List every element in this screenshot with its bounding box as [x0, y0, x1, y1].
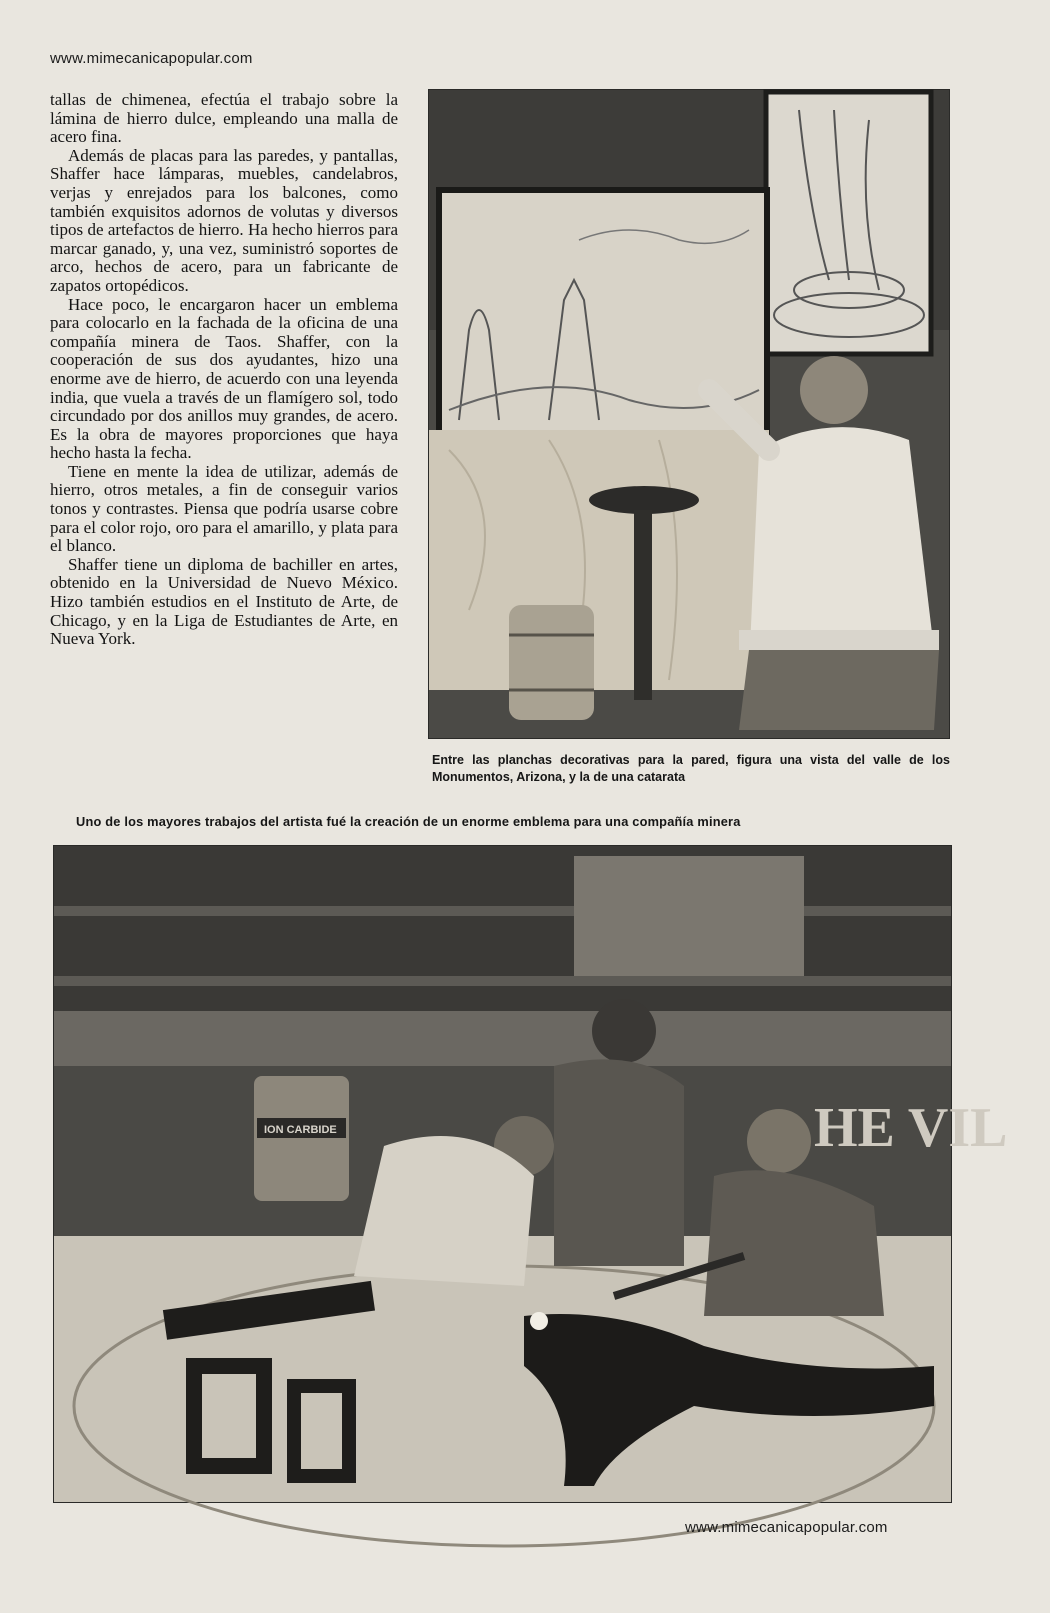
- photo-welding-emblem: [53, 845, 1008, 1503]
- paragraph-3: Hace poco, le encargaron hacer un emblema para colocarlo en la fachada de la oficina de una compañía minera de Taos. Shaffer, con la cooperación de sus dos ayudantes, hizo una enorme ave de hierro, de acuerdo con una leyenda india, que vuela a través de un flamígero sol, todo circundado por dos anillos muy grandes, de acero. Es la obra de mayores proporciones que haya hecho hasta la fecha.: [50, 294, 398, 463]
- paragraph-4: Tiene en mente la idea de utilizar, además de hierro, otros metales, a fin de conseguir varios tonos y contrastes. Piensa que podría usarse cobre para el color rojo, oro para el amarillo, y plata para el blanco.: [50, 461, 398, 556]
- drum-label: ION CARBIDE: [264, 1124, 337, 1136]
- paragraph-2: Además de placas para las paredes, y pantallas, Shaffer hace lámparas, muebles, candelabros, verjas y enrejados para los balcones, como también exquisitos adornos de volutas y diversos tipos de artefactos de hierro. Ha hecho hierros para marcar ganado, y, una vez, suministró soportes de arco, hechos de acero, para un fabricante de zapatos ortopédicos.: [50, 145, 398, 295]
- watermark-bottom: www.mimecanicapopular.com: [685, 1519, 888, 1536]
- article-body: [50, 91, 398, 649]
- photo-artist-with-panels: [428, 89, 950, 739]
- caption-top-photo: Entre las planchas decorativas para la pared, figura una vista del valle de los Monumentos, Arizona, y la de una catarata: [432, 753, 950, 784]
- paragraph-5: Shaffer tiene un diploma de bachiller en artes, obtenido en la Universidad de Nuevo México. Hizo también estudios en el Instituto de Arte, de Chicago, y en la Liga de Estudiantes de Arte, en Nueva York.: [50, 554, 398, 649]
- paragraph-1: tallas de chimenea, efectúa el trabajo sobre la lámina de hierro dulce, empleando una malla de acero fina.: [50, 90, 398, 147]
- caption-bottom-photo: Uno de los mayores trabajos del artista fué la creación de un enorme emblema para una compañía minera: [76, 814, 741, 829]
- watermark-top: www.mimecanicapopular.com: [50, 50, 253, 67]
- sign-letters: HE VIL: [814, 1097, 1008, 1159]
